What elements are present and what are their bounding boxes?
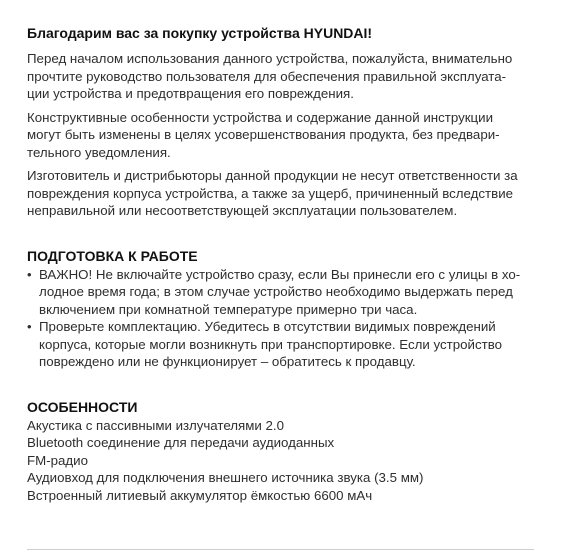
text-line: Конструктивные особенности устройства и содержание данной инструкции xyxy=(27,109,494,125)
features-title: ОСОБЕННОСТИ xyxy=(27,398,138,415)
text-line: лодное время года; в этом случае устройство необходимо выдержать перед xyxy=(39,284,513,299)
list-item: Аудиовход для подключения внешнего источника звука (3.5 мм) xyxy=(27,470,424,485)
preparation-bullet-2 xyxy=(27,318,542,371)
text-line: ции устройства и предотвращения его повреждения. xyxy=(27,86,354,101)
bullet-marker: • xyxy=(27,319,32,334)
intro-paragraph-3 xyxy=(27,167,542,220)
text-line: могут быть изменены в целях усовершенствования продукта, без предвари- xyxy=(27,127,500,142)
text-line: повреждено или не функционирует – обратитесь к продавцу. xyxy=(39,354,416,369)
intro-title: Благодарим вас за покупку устройства HYUNDAI! xyxy=(27,25,373,41)
intro-paragraph-1 xyxy=(27,50,542,103)
list-item: Bluetooth соединение для передачи аудиоданных xyxy=(27,435,335,450)
text-line: корпуса, которые могли возникнуть при транспортировке. Если устройство xyxy=(39,336,503,352)
text-line: ВАЖНО! Не включайте устройство сразу, если Вы принесли его с улицы в хо- xyxy=(39,266,521,282)
bullet-marker: • xyxy=(27,266,32,282)
text-line: включением при комнатной температуре примерно три часа. xyxy=(39,301,418,317)
text-line: Изготовитель и дистрибьюторы данной продукции не несут ответственности за xyxy=(27,168,518,183)
text-line: Проверьте комплектацию. Убедитесь в отсутствии видимых повреждений xyxy=(39,319,496,334)
preparation-title: ПОДГОТОВКА К РАБОТЕ xyxy=(27,247,198,264)
bottom-divider xyxy=(27,549,534,550)
features-list xyxy=(27,417,542,505)
text-line: прочтите руководство пользователя для обеспечения правильной эксплуата- xyxy=(27,68,507,84)
text-line: Перед началом использования данного устройства, пожалуйста, внимательно xyxy=(27,51,513,66)
text-line: повреждения корпуса устройства, а также за ущерб, причиненный вследствие xyxy=(27,185,514,201)
text-line: тельного уведомления. xyxy=(27,144,171,160)
list-item: FM-радио xyxy=(27,452,88,468)
list-item: Акустика с пассивными излучателями 2.0 xyxy=(27,417,285,433)
list-item: Встроенный литиевый аккумулятор ёмкостью 6600 мАч xyxy=(27,487,373,503)
manual-page xyxy=(27,24,542,504)
text-line: неправильной или несоответствующей эксплуатации пользователем. xyxy=(27,203,458,218)
intro-paragraph-2 xyxy=(27,109,542,162)
preparation-bullet-1 xyxy=(27,266,542,319)
